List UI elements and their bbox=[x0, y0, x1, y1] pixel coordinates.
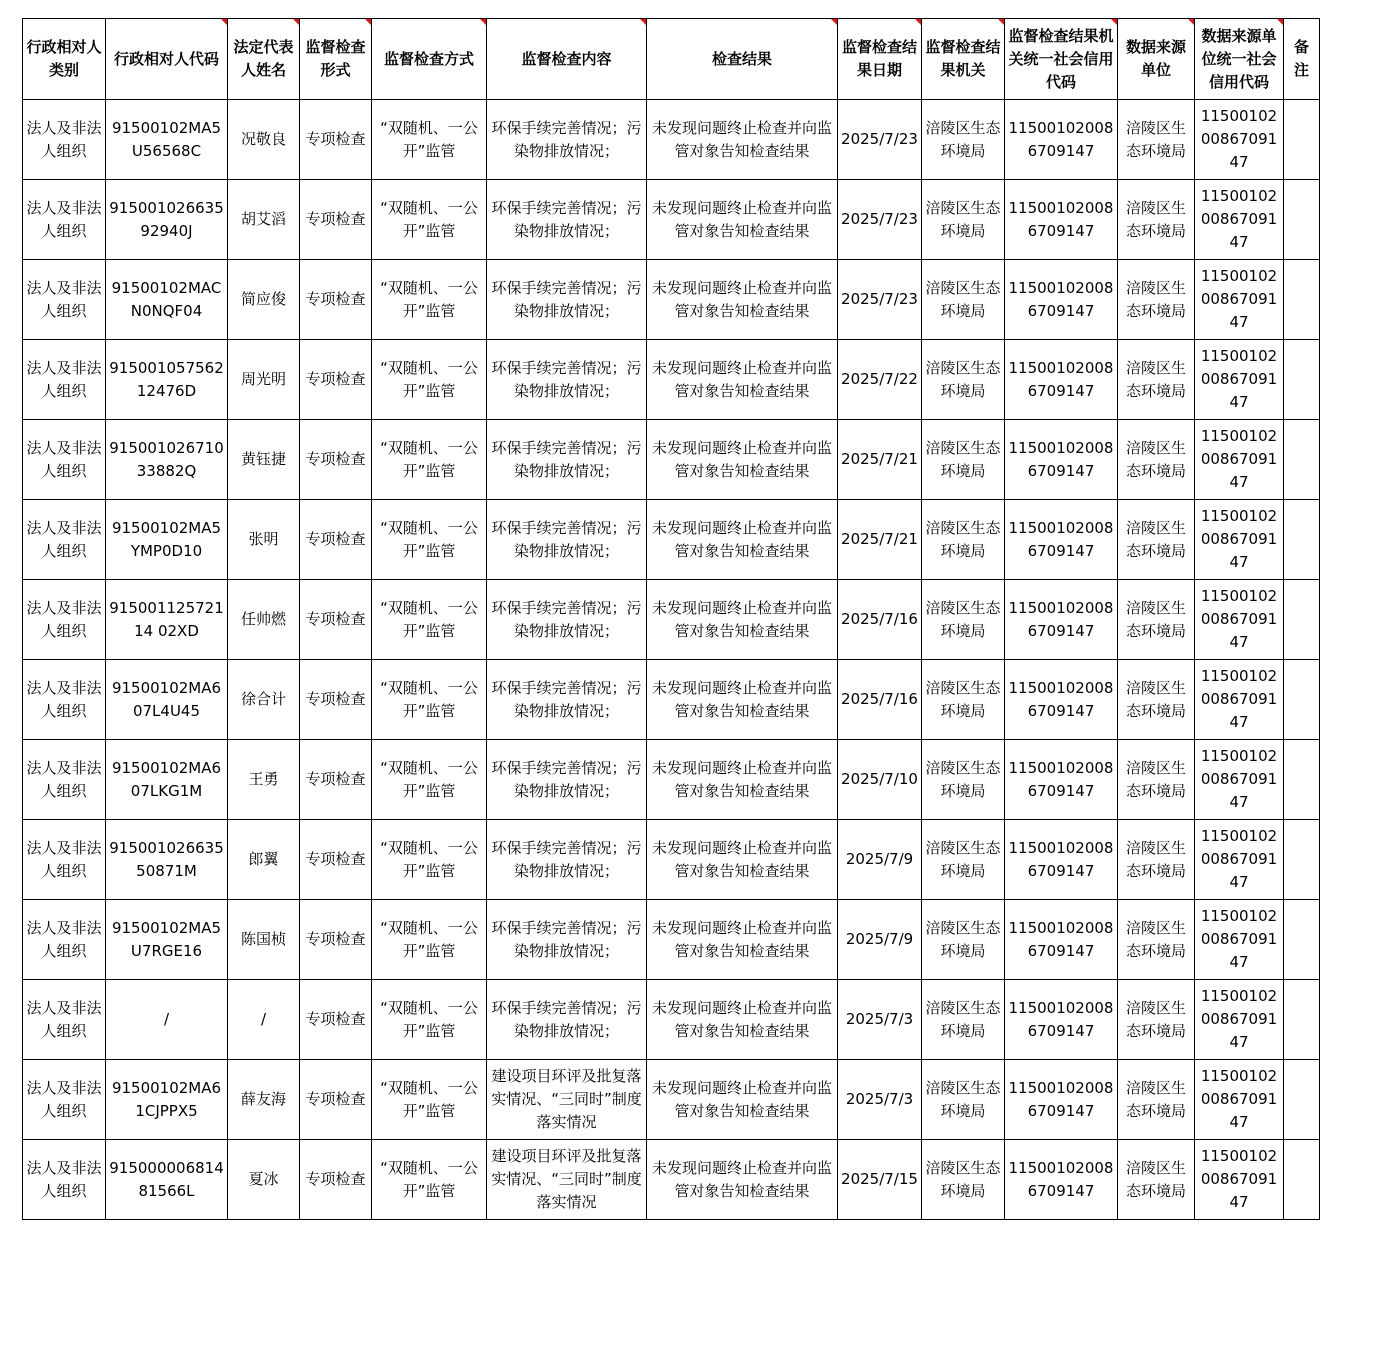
remarks-cell[interactable] bbox=[1284, 1140, 1320, 1220]
inspection-method-cell[interactable]: “双随机、一公开”监管 bbox=[372, 1140, 487, 1220]
inspection-form-cell[interactable]: 专项检查 bbox=[300, 340, 372, 420]
result-cell[interactable]: 未发现问题终止检查并向监管对象告知检查结果 bbox=[647, 740, 838, 820]
legal-rep-cell[interactable]: 任帅燃 bbox=[228, 580, 300, 660]
header-row bbox=[23, 19, 1320, 100]
table-row bbox=[23, 820, 1320, 900]
party-code-cell[interactable]: 91500102663550871M bbox=[106, 820, 228, 900]
authority-credit-code-cell[interactable]: 115001020086709147 bbox=[1005, 340, 1118, 420]
legal-rep-cell[interactable]: 陈国桢 bbox=[228, 900, 300, 980]
comment-marker-icon[interactable] bbox=[1277, 19, 1283, 25]
remarks-cell[interactable] bbox=[1284, 420, 1320, 500]
result-cell[interactable]: 未发现问题终止检查并向监管对象告知检查结果 bbox=[647, 820, 838, 900]
result-date-cell[interactable]: 2025/7/9 bbox=[838, 900, 922, 980]
inspection-content-cell[interactable]: 环保手续完善情况；污染物排放情况； bbox=[487, 420, 647, 500]
authority-credit-code-cell[interactable]: 115001020086709147 bbox=[1005, 900, 1118, 980]
legal-rep-cell[interactable]: 况敬良 bbox=[228, 100, 300, 180]
data-source-credit-code-cell[interactable]: 115001020086709147 bbox=[1195, 340, 1284, 420]
table-row bbox=[23, 100, 1320, 180]
remarks-cell[interactable] bbox=[1284, 660, 1320, 740]
inspection-content-cell[interactable]: 环保手续完善情况；污染物排放情况； bbox=[487, 260, 647, 340]
inspection-method-cell[interactable]: “双随机、一公开”监管 bbox=[372, 260, 487, 340]
party-code-cell[interactable]: 91500000681481566L bbox=[106, 1140, 228, 1220]
inspection-method-cell[interactable]: “双随机、一公开”监管 bbox=[372, 420, 487, 500]
data-source-credit-code-cell[interactable]: 115001020086709147 bbox=[1195, 580, 1284, 660]
legal-rep-cell[interactable]: 张明 bbox=[228, 500, 300, 580]
data-source-cell[interactable]: 涪陵区生态环境局 bbox=[1118, 820, 1195, 900]
party-type-cell[interactable]: 法人及非法人组织 bbox=[23, 660, 106, 740]
authority-cell[interactable]: 涪陵区生态环境局 bbox=[922, 500, 1005, 580]
result-cell[interactable]: 未发现问题终止检查并向监管对象告知检查结果 bbox=[647, 340, 838, 420]
table-row bbox=[23, 500, 1320, 580]
data-source-cell[interactable]: 涪陵区生态环境局 bbox=[1118, 180, 1195, 260]
col-header-authority[interactable]: 监督检查结果机关 bbox=[922, 19, 1005, 100]
party-type-cell[interactable]: 法人及非法人组织 bbox=[23, 580, 106, 660]
result-date-cell[interactable]: 2025/7/21 bbox=[838, 500, 922, 580]
authority-credit-code-cell[interactable]: 115001020086709147 bbox=[1005, 500, 1118, 580]
inspection-content-cell[interactable]: 环保手续完善情况；污染物排放情况； bbox=[487, 100, 647, 180]
remarks-cell[interactable] bbox=[1284, 900, 1320, 980]
authority-credit-code-cell[interactable]: 115001020086709147 bbox=[1005, 260, 1118, 340]
remarks-cell[interactable] bbox=[1284, 180, 1320, 260]
result-date-cell[interactable]: 2025/7/23 bbox=[838, 180, 922, 260]
data-source-credit-code-cell[interactable]: 115001020086709147 bbox=[1195, 100, 1284, 180]
authority-credit-code-cell[interactable]: 115001020086709147 bbox=[1005, 420, 1118, 500]
legal-rep-cell[interactable]: 简应俊 bbox=[228, 260, 300, 340]
authority-cell[interactable]: 涪陵区生态环境局 bbox=[922, 980, 1005, 1060]
inspection-form-cell[interactable]: 专项检查 bbox=[300, 100, 372, 180]
result-cell[interactable]: 未发现问题终止检查并向监管对象告知检查结果 bbox=[647, 1140, 838, 1220]
remarks-cell[interactable] bbox=[1284, 100, 1320, 180]
comment-marker-icon[interactable] bbox=[1111, 19, 1117, 25]
inspection-form-cell[interactable]: 专项检查 bbox=[300, 260, 372, 340]
authority-cell[interactable]: 涪陵区生态环境局 bbox=[922, 1060, 1005, 1140]
comment-marker-icon[interactable] bbox=[480, 19, 486, 25]
inspection-method-cell[interactable]: “双随机、一公开”监管 bbox=[372, 980, 487, 1060]
remarks-cell[interactable] bbox=[1284, 980, 1320, 1060]
inspection-content-cell[interactable]: 环保手续完善情况；污染物排放情况； bbox=[487, 180, 647, 260]
inspection-content-cell[interactable]: 建设项目环评及批复落实情况、“三同时”制度落实情况 bbox=[487, 1060, 647, 1140]
legal-rep-cell[interactable]: 王勇 bbox=[228, 740, 300, 820]
comment-marker-icon[interactable] bbox=[998, 19, 1004, 25]
inspection-method-cell[interactable]: “双随机、一公开”监管 bbox=[372, 900, 487, 980]
authority-cell[interactable]: 涪陵区生态环境局 bbox=[922, 580, 1005, 660]
legal-rep-cell[interactable]: 夏冰 bbox=[228, 1140, 300, 1220]
inspection-content-cell[interactable]: 环保手续完善情况；污染物排放情况； bbox=[487, 980, 647, 1060]
comment-marker-icon[interactable] bbox=[293, 19, 299, 25]
comment-marker-icon[interactable] bbox=[915, 19, 921, 25]
party-type-cell[interactable]: 法人及非法人组织 bbox=[23, 180, 106, 260]
data-source-cell[interactable]: 涪陵区生态环境局 bbox=[1118, 740, 1195, 820]
result-cell[interactable]: 未发现问题终止检查并向监管对象告知检查结果 bbox=[647, 980, 838, 1060]
authority-cell[interactable]: 涪陵区生态环境局 bbox=[922, 1140, 1005, 1220]
data-source-cell[interactable]: 涪陵区生态环境局 bbox=[1118, 580, 1195, 660]
party-code-cell[interactable]: / bbox=[106, 980, 228, 1060]
col-header-result-date[interactable]: 监督检查结果日期 bbox=[838, 19, 922, 100]
remarks-cell[interactable] bbox=[1284, 260, 1320, 340]
data-source-credit-code-cell[interactable]: 115001020086709147 bbox=[1195, 820, 1284, 900]
legal-rep-cell[interactable]: 周光明 bbox=[228, 340, 300, 420]
col-header-inspection-content[interactable]: 监督检查内容 bbox=[487, 19, 647, 100]
data-source-credit-code-cell[interactable]: 115001020086709147 bbox=[1195, 980, 1284, 1060]
table-row bbox=[23, 420, 1320, 500]
col-header-data-source[interactable]: 数据来源单位 bbox=[1118, 19, 1195, 100]
authority-credit-code-cell[interactable]: 115001020086709147 bbox=[1005, 660, 1118, 740]
authority-cell[interactable]: 涪陵区生态环境局 bbox=[922, 660, 1005, 740]
authority-credit-code-cell[interactable]: 115001020086709147 bbox=[1005, 980, 1118, 1060]
inspection-method-cell[interactable]: “双随机、一公开”监管 bbox=[372, 1060, 487, 1140]
authority-credit-code-cell[interactable]: 115001020086709147 bbox=[1005, 580, 1118, 660]
party-code-cell[interactable]: 91500102MA5YMP0D10 bbox=[106, 500, 228, 580]
inspection-form-cell[interactable]: 专项检查 bbox=[300, 1140, 372, 1220]
inspection-form-cell[interactable]: 专项检查 bbox=[300, 1060, 372, 1140]
legal-rep-cell[interactable]: 胡艾滔 bbox=[228, 180, 300, 260]
data-source-cell[interactable]: 涪陵区生态环境局 bbox=[1118, 1060, 1195, 1140]
data-source-cell[interactable]: 涪陵区生态环境局 bbox=[1118, 500, 1195, 580]
comment-marker-icon[interactable] bbox=[831, 19, 837, 25]
authority-cell[interactable]: 涪陵区生态环境局 bbox=[922, 900, 1005, 980]
party-code-cell[interactable]: 91500102MA607LKG1M bbox=[106, 740, 228, 820]
result-cell[interactable]: 未发现问题终止检查并向监管对象告知检查结果 bbox=[647, 260, 838, 340]
party-type-cell[interactable]: 法人及非法人组织 bbox=[23, 500, 106, 580]
data-source-credit-code-cell[interactable]: 115001020086709147 bbox=[1195, 660, 1284, 740]
data-source-cell[interactable]: 涪陵区生态环境局 bbox=[1118, 340, 1195, 420]
remarks-cell[interactable] bbox=[1284, 1060, 1320, 1140]
authority-cell[interactable]: 涪陵区生态环境局 bbox=[922, 820, 1005, 900]
party-code-cell[interactable]: 91500102663592940J bbox=[106, 180, 228, 260]
party-code-cell[interactable]: 91500102671033882Q bbox=[106, 420, 228, 500]
col-header-remarks[interactable]: 备注 bbox=[1284, 19, 1320, 100]
legal-rep-cell[interactable]: 黄钰捷 bbox=[228, 420, 300, 500]
comment-marker-icon[interactable] bbox=[221, 19, 227, 25]
table-row bbox=[23, 660, 1320, 740]
party-type-cell[interactable]: 法人及非法人组织 bbox=[23, 100, 106, 180]
authority-credit-code-cell[interactable]: 115001020086709147 bbox=[1005, 1060, 1118, 1140]
inspection-form-cell[interactable]: 专项检查 bbox=[300, 420, 372, 500]
data-source-credit-code-cell[interactable]: 115001020086709147 bbox=[1195, 900, 1284, 980]
spreadsheet bbox=[22, 18, 1320, 1220]
party-code-cell[interactable]: 91500102MA5U56568C bbox=[106, 100, 228, 180]
inspection-method-cell[interactable]: “双随机、一公开”监管 bbox=[372, 100, 487, 180]
inspection-method-cell[interactable]: “双随机、一公开”监管 bbox=[372, 180, 487, 260]
inspection-method-cell[interactable]: “双随机、一公开”监管 bbox=[372, 580, 487, 660]
comment-marker-icon[interactable] bbox=[640, 19, 646, 25]
inspection-form-cell[interactable]: 专项检查 bbox=[300, 180, 372, 260]
result-date-cell[interactable]: 2025/7/22 bbox=[838, 340, 922, 420]
authority-cell[interactable]: 涪陵区生态环境局 bbox=[922, 260, 1005, 340]
result-date-cell[interactable]: 2025/7/23 bbox=[838, 260, 922, 340]
authority-cell[interactable]: 涪陵区生态环境局 bbox=[922, 420, 1005, 500]
remarks-cell[interactable] bbox=[1284, 580, 1320, 660]
party-code-cell[interactable]: 91500105756212476D bbox=[106, 340, 228, 420]
data-source-credit-code-cell[interactable]: 115001020086709147 bbox=[1195, 500, 1284, 580]
data-source-credit-code-cell[interactable]: 115001020086709147 bbox=[1195, 180, 1284, 260]
result-date-cell[interactable]: 2025/7/16 bbox=[838, 580, 922, 660]
party-code-cell[interactable]: 91500102MA61CJPPX5 bbox=[106, 1060, 228, 1140]
result-cell[interactable]: 未发现问题终止检查并向监管对象告知检查结果 bbox=[647, 100, 838, 180]
legal-rep-cell[interactable]: 薛友海 bbox=[228, 1060, 300, 1140]
inspection-content-cell[interactable]: 环保手续完善情况；污染物排放情况； bbox=[487, 340, 647, 420]
data-source-credit-code-cell[interactable]: 115001020086709147 bbox=[1195, 740, 1284, 820]
data-source-credit-code-cell[interactable]: 115001020086709147 bbox=[1195, 420, 1284, 500]
table-row bbox=[23, 1140, 1320, 1220]
col-header-result[interactable]: 检查结果 bbox=[647, 19, 838, 100]
inspection-form-cell[interactable]: 专项检查 bbox=[300, 900, 372, 980]
authority-credit-code-cell[interactable]: 115001020086709147 bbox=[1005, 740, 1118, 820]
data-source-cell[interactable]: 涪陵区生态环境局 bbox=[1118, 900, 1195, 980]
table-body bbox=[23, 100, 1320, 1220]
col-header-party-code[interactable]: 行政相对人代码 bbox=[106, 19, 228, 100]
table-row bbox=[23, 740, 1320, 820]
result-cell[interactable]: 未发现问题终止检查并向监管对象告知检查结果 bbox=[647, 660, 838, 740]
table-row bbox=[23, 1060, 1320, 1140]
col-header-authority-credit-code[interactable]: 监督检查结果机关统一社会信用代码 bbox=[1005, 19, 1118, 100]
party-type-cell[interactable]: 法人及非法人组织 bbox=[23, 820, 106, 900]
inspection-content-cell[interactable]: 环保手续完善情况；污染物排放情况； bbox=[487, 900, 647, 980]
table-row bbox=[23, 580, 1320, 660]
inspection-method-cell[interactable]: “双随机、一公开”监管 bbox=[372, 500, 487, 580]
inspection-table bbox=[22, 18, 1320, 1220]
party-type-cell[interactable]: 法人及非法人组织 bbox=[23, 900, 106, 980]
result-cell[interactable]: 未发现问题终止检查并向监管对象告知检查结果 bbox=[647, 500, 838, 580]
result-cell[interactable]: 未发现问题终止检查并向监管对象告知检查结果 bbox=[647, 580, 838, 660]
col-header-legal-rep[interactable]: 法定代表人姓名 bbox=[228, 19, 300, 100]
table-row bbox=[23, 260, 1320, 340]
result-cell[interactable]: 未发现问题终止检查并向监管对象告知检查结果 bbox=[647, 1060, 838, 1140]
comment-marker-icon[interactable] bbox=[1188, 19, 1194, 25]
authority-credit-code-cell[interactable]: 115001020086709147 bbox=[1005, 180, 1118, 260]
inspection-form-cell[interactable]: 专项检查 bbox=[300, 820, 372, 900]
data-source-credit-code-cell[interactable]: 115001020086709147 bbox=[1195, 1060, 1284, 1140]
data-source-cell[interactable]: 涪陵区生态环境局 bbox=[1118, 660, 1195, 740]
party-type-cell[interactable]: 法人及非法人组织 bbox=[23, 980, 106, 1060]
result-date-cell[interactable]: 2025/7/21 bbox=[838, 420, 922, 500]
data-source-cell[interactable]: 涪陵区生态环境局 bbox=[1118, 420, 1195, 500]
party-type-cell[interactable]: 法人及非法人组织 bbox=[23, 340, 106, 420]
authority-credit-code-cell[interactable]: 115001020086709147 bbox=[1005, 820, 1118, 900]
data-source-cell[interactable]: 涪陵区生态环境局 bbox=[1118, 100, 1195, 180]
inspection-content-cell[interactable]: 环保手续完善情况；污染物排放情况； bbox=[487, 740, 647, 820]
authority-cell[interactable]: 涪陵区生态环境局 bbox=[922, 340, 1005, 420]
table-row bbox=[23, 340, 1320, 420]
party-code-cell[interactable]: 91500102MA5U7RGE16 bbox=[106, 900, 228, 980]
remarks-cell[interactable] bbox=[1284, 340, 1320, 420]
inspection-content-cell[interactable]: 环保手续完善情况；污染物排放情况； bbox=[487, 660, 647, 740]
party-type-cell[interactable]: 法人及非法人组织 bbox=[23, 740, 106, 820]
party-type-cell[interactable]: 法人及非法人组织 bbox=[23, 1060, 106, 1140]
inspection-content-cell[interactable]: 环保手续完善情况；污染物排放情况； bbox=[487, 580, 647, 660]
data-source-credit-code-cell[interactable]: 115001020086709147 bbox=[1195, 260, 1284, 340]
data-source-cell[interactable]: 涪陵区生态环境局 bbox=[1118, 1140, 1195, 1220]
party-type-cell[interactable]: 法人及非法人组织 bbox=[23, 420, 106, 500]
legal-rep-cell[interactable]: 徐合计 bbox=[228, 660, 300, 740]
result-date-cell[interactable]: 2025/7/10 bbox=[838, 740, 922, 820]
result-date-cell[interactable]: 2025/7/9 bbox=[838, 820, 922, 900]
authority-cell[interactable]: 涪陵区生态环境局 bbox=[922, 180, 1005, 260]
inspection-form-cell[interactable]: 专项检查 bbox=[300, 580, 372, 660]
result-cell[interactable]: 未发现问题终止检查并向监管对象告知检查结果 bbox=[647, 180, 838, 260]
table-row bbox=[23, 900, 1320, 980]
data-source-cell[interactable]: 涪陵区生态环境局 bbox=[1118, 260, 1195, 340]
party-type-cell[interactable]: 法人及非法人组织 bbox=[23, 1140, 106, 1220]
col-header-data-source-credit-code[interactable]: 数据来源单位统一社会信用代码 bbox=[1195, 19, 1284, 100]
inspection-content-cell[interactable]: 环保手续完善情况；污染物排放情况； bbox=[487, 500, 647, 580]
remarks-cell[interactable] bbox=[1284, 820, 1320, 900]
inspection-content-cell[interactable]: 建设项目环评及批复落实情况、“三同时”制度落实情况 bbox=[487, 1140, 647, 1220]
authority-cell[interactable]: 涪陵区生态环境局 bbox=[922, 740, 1005, 820]
table-row bbox=[23, 980, 1320, 1060]
inspection-form-cell[interactable]: 专项检查 bbox=[300, 660, 372, 740]
inspection-method-cell[interactable]: “双随机、一公开”监管 bbox=[372, 340, 487, 420]
table-row bbox=[23, 180, 1320, 260]
remarks-cell[interactable] bbox=[1284, 740, 1320, 820]
legal-rep-cell[interactable]: / bbox=[228, 980, 300, 1060]
result-date-cell[interactable]: 2025/7/16 bbox=[838, 660, 922, 740]
col-header-inspection-form[interactable]: 监督检查形式 bbox=[300, 19, 372, 100]
inspection-content-cell[interactable]: 环保手续完善情况；污染物排放情况； bbox=[487, 820, 647, 900]
party-code-cell[interactable]: 91500102MA607L4U45 bbox=[106, 660, 228, 740]
inspection-method-cell[interactable]: “双随机、一公开”监管 bbox=[372, 660, 487, 740]
inspection-method-cell[interactable]: “双随机、一公开”监管 bbox=[372, 740, 487, 820]
col-header-inspection-method[interactable]: 监督检查方式 bbox=[372, 19, 487, 100]
authority-cell[interactable]: 涪陵区生态环境局 bbox=[922, 100, 1005, 180]
legal-rep-cell[interactable]: 郎翼 bbox=[228, 820, 300, 900]
inspection-form-cell[interactable]: 专项检查 bbox=[300, 740, 372, 820]
result-date-cell[interactable]: 2025/7/23 bbox=[838, 100, 922, 180]
party-code-cell[interactable]: 91500102MACN0NQF04 bbox=[106, 260, 228, 340]
result-cell[interactable]: 未发现问题终止检查并向监管对象告知检查结果 bbox=[647, 900, 838, 980]
result-date-cell[interactable]: 2025/7/3 bbox=[838, 1060, 922, 1140]
result-date-cell[interactable]: 2025/7/15 bbox=[838, 1140, 922, 1220]
authority-credit-code-cell[interactable]: 115001020086709147 bbox=[1005, 1140, 1118, 1220]
data-source-credit-code-cell[interactable]: 115001020086709147 bbox=[1195, 1140, 1284, 1220]
result-cell[interactable]: 未发现问题终止检查并向监管对象告知检查结果 bbox=[647, 420, 838, 500]
party-code-cell[interactable]: 91500112572114 02XD bbox=[106, 580, 228, 660]
col-header-party-type[interactable]: 行政相对人类别 bbox=[23, 19, 106, 100]
comment-marker-icon[interactable] bbox=[365, 19, 371, 25]
authority-credit-code-cell[interactable]: 115001020086709147 bbox=[1005, 100, 1118, 180]
party-type-cell[interactable]: 法人及非法人组织 bbox=[23, 260, 106, 340]
inspection-form-cell[interactable]: 专项检查 bbox=[300, 500, 372, 580]
inspection-method-cell[interactable]: “双随机、一公开”监管 bbox=[372, 820, 487, 900]
remarks-cell[interactable] bbox=[1284, 500, 1320, 580]
inspection-form-cell[interactable]: 专项检查 bbox=[300, 980, 372, 1060]
result-date-cell[interactable]: 2025/7/3 bbox=[838, 980, 922, 1060]
data-source-cell[interactable]: 涪陵区生态环境局 bbox=[1118, 980, 1195, 1060]
